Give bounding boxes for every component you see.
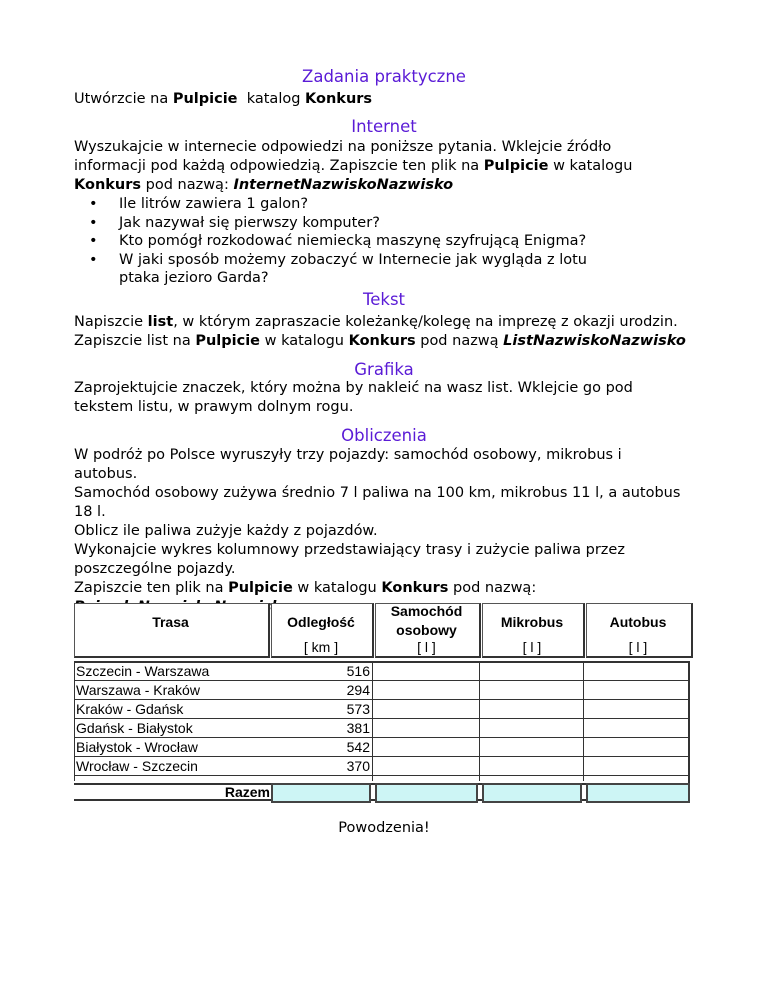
total-label: Razem — [224, 784, 270, 800]
header-autobus: Autobus — [609, 614, 667, 630]
section-obliczenia-heading: Obliczenia — [341, 426, 427, 445]
questions-list — [74, 195, 714, 288]
page-title: Zadania praktyczne — [302, 67, 466, 86]
list-item: • W jaki sposób możemy zobaczyć w Internecie jak wygląda z lotu ptaka jezioro Garda? — [89, 251, 587, 286]
total-mikrobus-cell[interactable] — [482, 783, 582, 803]
header-samochod-line2: osobowy — [396, 622, 457, 638]
route-cell: Gdańsk - Białystok — [76, 720, 193, 736]
list-item: • Jak nazywał się pierwszy komputer? — [89, 214, 380, 231]
km-cell: 542 — [346, 739, 370, 755]
section-obliczenia-body: W podróż po Polsce wyruszyły trzy pojazdy: samochód osobowy, mikrobus i autobus. Samochód osobowy zużywa średnio 7 l paliwa na 100 km, mikrobus 11 l, a autobus 18 l. Oblicz ile paliwa zużyje każdy z pojazdów. Wykonajcie wykres kolumnowy przedstawiający trasy i zużycie paliwa przez poszczególne pojazdy. Zapiszcie ten plik na Pulpicie w katalogu Konkurs pod nazwą: — [74, 447, 681, 596]
list-item: • Kto pomógł rozkodować niemiecką maszynę szyfrującą Enigma? — [89, 233, 587, 249]
total-km-cell[interactable] — [271, 783, 371, 803]
unit-l-autobus: [ l ] — [628, 639, 648, 655]
km-cell: 516 — [346, 663, 370, 679]
table-row — [76, 719, 372, 737]
unit-l-samochod: [ l ] — [417, 639, 436, 655]
footer-text: Powodzenia! — [338, 820, 430, 836]
table-row — [76, 681, 372, 699]
route-cell: Kraków - Gdańsk — [76, 701, 184, 717]
header-odleglosc: Odległość — [287, 614, 355, 630]
section-grafika-heading: Grafika — [354, 360, 414, 379]
km-cell: 294 — [346, 682, 370, 698]
table-row — [76, 738, 372, 756]
section-grafika-body: Zaprojektujcie znaczek, który można by nakleić na wasz list. Wklejcie go pod tekstem listu, w prawym dolnym rogu. — [74, 380, 633, 415]
km-cell: 573 — [346, 701, 370, 717]
intro-text: Utwórzcie na Pulpicie katalog Konkurs — [74, 91, 373, 107]
header-trasa: Trasa — [152, 614, 189, 630]
section-internet-heading: Internet — [351, 117, 417, 136]
total-samochod-cell[interactable] — [375, 783, 478, 803]
unit-l-mikrobus: [ l ] — [522, 639, 542, 655]
route-cell: Warszawa - Kraków — [76, 682, 200, 698]
unit-km: [ km ] — [303, 639, 339, 655]
km-cell: 370 — [346, 758, 370, 774]
route-cell: Białystok - Wrocław — [76, 739, 198, 755]
section-internet-body: Wyszukajcie w internecie odpowiedzi na poniższe pytania. Wklejcie źródło informacji pod każdą odpowiedzią. Zapiszcie ten plik na Pulpicie w katalogu Konkurs pod nazwą: InternetNazwiskoNazwisko • Ile litrów zawiera 1 galon? • Jak nazywał się pierwszy komputer? • Kto pomógł rozkodować niemiecką maszynę szyfrującą Enigma? • W jaki sposób możemy zobaczyć w Internecie jak wygląda z lotu ptaka jezioro Garda? — [74, 138, 714, 288]
table-row — [76, 757, 372, 775]
section-tekst-body: Napiszcie list, w którym zapraszacie koleżankę/kolegę na imprezę z okazji urodzin. Zapiszcie list na Pulpicie w katalogu Konkurs pod nazwą ListNazwiskoNazwisko — [74, 314, 686, 349]
table-row — [76, 700, 372, 718]
total-autobus-cell[interactable] — [586, 783, 690, 803]
section-tekst-heading: Tekst — [362, 290, 406, 309]
table-row — [76, 662, 372, 680]
route-cell: Wrocław - Szczecin — [76, 758, 198, 774]
list-item: • Ile litrów zawiera 1 galon? — [89, 196, 309, 212]
header-mikrobus: Mikrobus — [500, 614, 564, 630]
route-cell: Szczecin - Warszawa — [76, 663, 210, 679]
header-samochod-line1: Samochód — [390, 603, 463, 619]
fuel-table — [74, 603, 694, 803]
km-cell: 381 — [346, 720, 370, 736]
